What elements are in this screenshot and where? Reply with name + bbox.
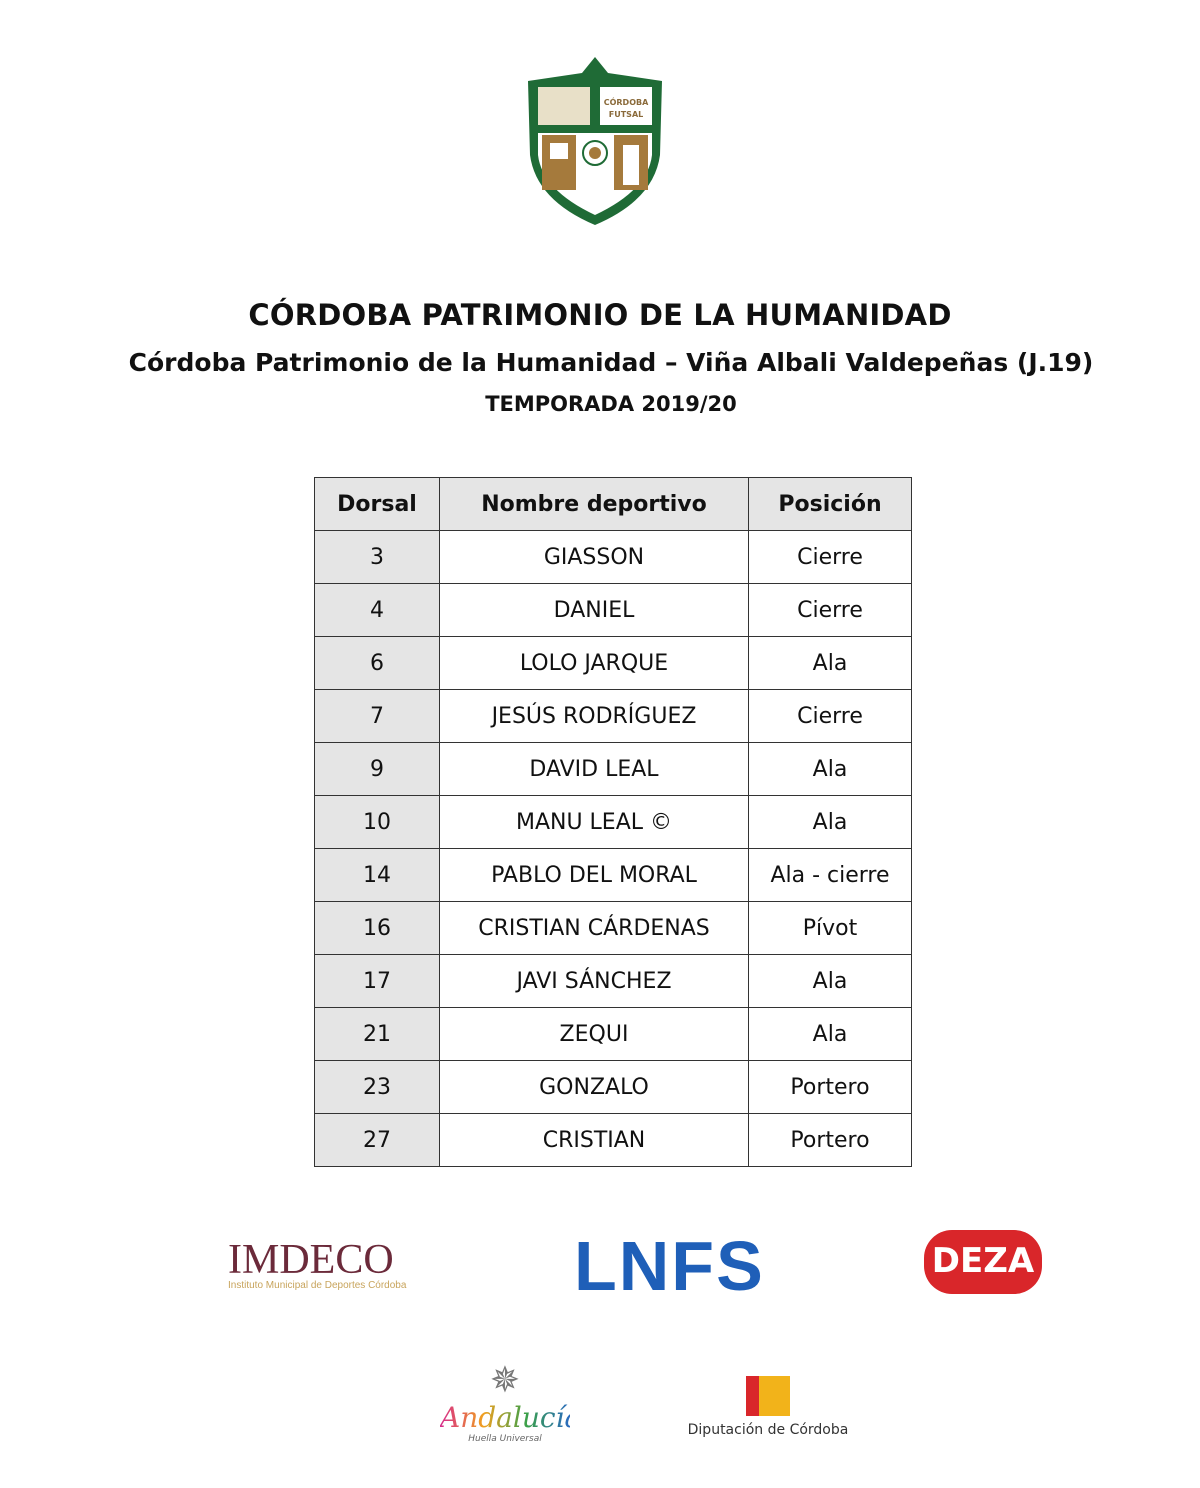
table-row (315, 690, 912, 743)
table-row (315, 637, 912, 690)
name-cell: DAVID LEAL (440, 743, 749, 796)
name-cell: ZEQUI (440, 1008, 749, 1061)
dorsal-cell: 3 (315, 531, 440, 584)
table-row (315, 1008, 912, 1061)
column-header-position: Posición (749, 478, 912, 531)
dorsal-cell: 21 (315, 1008, 440, 1061)
table-row (315, 902, 912, 955)
position-cell: Ala - cierre (749, 849, 912, 902)
position-cell: Cierre (749, 584, 912, 637)
name-cell: PABLO DEL MORAL (440, 849, 749, 902)
roster-table (314, 477, 912, 1167)
name-cell: GIASSON (440, 531, 749, 584)
position-cell: Ala (749, 1008, 912, 1061)
table-row (315, 743, 912, 796)
deza-logo: DEZA (924, 1230, 1042, 1294)
dorsal-cell: 17 (315, 955, 440, 1008)
name-cell: JAVI SÁNCHEZ (440, 955, 749, 1008)
column-header-name: Nombre deportivo (440, 478, 749, 531)
diputacion-logo (682, 1376, 854, 1438)
andalucia-wordmark: Andalucía (440, 1401, 582, 1434)
table-row (315, 955, 912, 1008)
position-cell: Ala (749, 637, 912, 690)
svg-text:FUTSAL: FUTSAL (608, 110, 644, 119)
imdeco-logo (228, 1236, 406, 1291)
table-row (315, 531, 912, 584)
table-row (315, 584, 912, 637)
position-cell: Ala (749, 796, 912, 849)
dorsal-cell: 4 (315, 584, 440, 637)
table-header-row (315, 478, 912, 531)
imdeco-wordmark: IMDECO (228, 1237, 394, 1283)
cordoba-futsal-crest-logo (524, 55, 666, 227)
andalucia-logo (440, 1360, 582, 1444)
column-header-dorsal: Dorsal (315, 478, 440, 531)
position-cell: Portero (749, 1061, 912, 1114)
dorsal-cell: 9 (315, 743, 440, 796)
dorsal-cell: 6 (315, 637, 440, 690)
match-subtitle: Córdoba Patrimonio de la Humanidad – Viña Albali Valdepeñas (J.19) (128, 348, 1094, 377)
lnfs-logo: LNFS (574, 1227, 765, 1305)
page-title: CÓRDOBA PATRIMONIO DE LA HUMANIDAD (248, 298, 952, 332)
table-row (315, 849, 912, 902)
dorsal-cell: 7 (315, 690, 440, 743)
position-cell: Cierre (749, 531, 912, 584)
dorsal-cell: 23 (315, 1061, 440, 1114)
imdeco-subtitle: Instituto Municipal de Deportes Córdoba (228, 1280, 407, 1291)
svg-text:CÓRDOBA: CÓRDOBA (603, 98, 649, 107)
position-cell: Cierre (749, 690, 912, 743)
table-row (315, 796, 912, 849)
name-cell: CRISTIAN (440, 1114, 749, 1167)
table-row (315, 1114, 912, 1167)
position-cell: Pívot (749, 902, 912, 955)
position-cell: Ala (749, 955, 912, 1008)
name-cell: MANU LEAL © (440, 796, 749, 849)
position-cell: Ala (749, 743, 912, 796)
dorsal-cell: 27 (315, 1114, 440, 1167)
name-cell: DANIEL (440, 584, 749, 637)
dorsal-cell: 16 (315, 902, 440, 955)
position-cell: Portero (749, 1114, 912, 1167)
season-label: TEMPORADA 2019/20 (485, 392, 737, 416)
dorsal-cell: 14 (315, 849, 440, 902)
star-icon: ✵ (489, 1360, 521, 1401)
name-cell: CRISTIAN CÁRDENAS (440, 902, 749, 955)
andalucia-tagline: Huella Universal (468, 1434, 542, 1444)
table-row (315, 1061, 912, 1114)
name-cell: JESÚS RODRÍGUEZ (440, 690, 749, 743)
name-cell: GONZALO (440, 1061, 749, 1114)
name-cell: LOLO JARQUE (440, 637, 749, 690)
dorsal-cell: 10 (315, 796, 440, 849)
diputacion-emblem-icon (746, 1376, 790, 1416)
diputacion-wordmark: Diputación de Córdoba (687, 1422, 849, 1438)
